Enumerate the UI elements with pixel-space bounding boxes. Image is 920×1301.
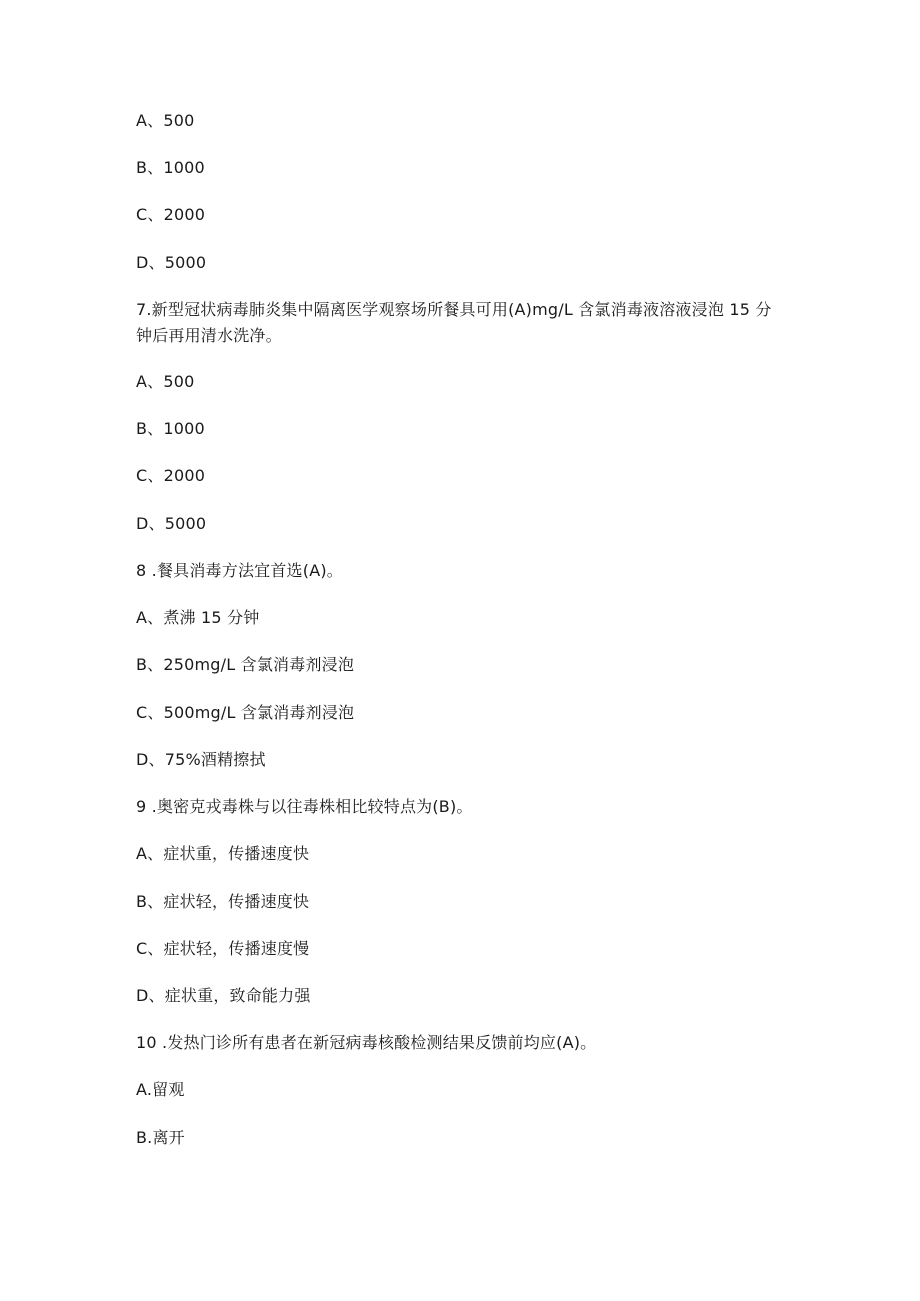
question-8: 8 .餐具消毒方法宜首选(A)。 xyxy=(136,561,343,580)
option-d: D、5000 xyxy=(136,253,207,272)
option-d: D、5000 xyxy=(136,514,207,533)
option-b: B、症状轻，传播速度快 xyxy=(136,892,310,911)
option-a: A、500 xyxy=(136,111,195,130)
option-d: D、症状重，致命能力强 xyxy=(136,986,311,1005)
option-d: D、75%酒精擦拭 xyxy=(136,750,266,769)
option-b: B、1000 xyxy=(136,158,205,177)
option-c: C、500mg/L 含氯消毒剂浸泡 xyxy=(136,703,355,722)
option-a: A、500 xyxy=(136,372,195,391)
option-c: C、症状轻，传播速度慢 xyxy=(136,939,310,958)
option-a: A、症状重，传播速度快 xyxy=(136,844,310,863)
option-a: A、煮沸 15 分钟 xyxy=(136,608,260,627)
question-9: 9 .奥密克戎毒株与以往毒株相比较特点为(B)。 xyxy=(136,797,473,816)
option-b: B.离开 xyxy=(136,1128,185,1147)
option-a: A.留观 xyxy=(136,1080,185,1099)
question-7: 7.新型冠状病毒肺炎集中隔离医学观察场所餐具可用(A)mg/L 含氯消毒液溶液浸泡 15 分钟后再用清水洗净。 xyxy=(136,300,772,345)
question-10: 10 .发热门诊所有患者在新冠病毒核酸检测结果反馈前均应(A)。 xyxy=(136,1033,597,1052)
option-b: B、1000 xyxy=(136,419,205,438)
option-c: C、2000 xyxy=(136,205,206,224)
option-c: C、2000 xyxy=(136,466,206,485)
option-b: B、250mg/L 含氯消毒剂浸泡 xyxy=(136,655,355,674)
